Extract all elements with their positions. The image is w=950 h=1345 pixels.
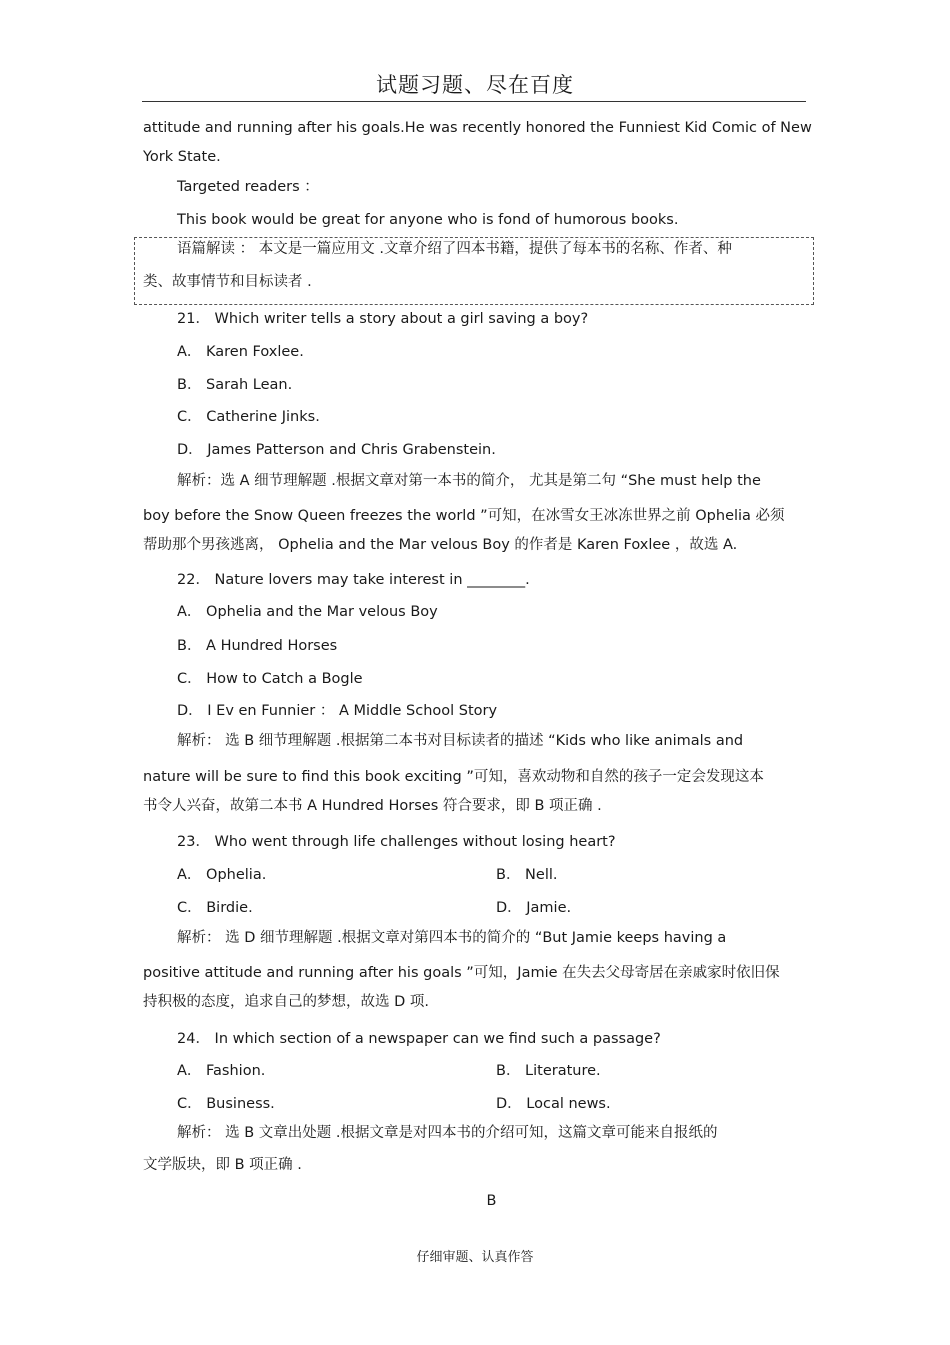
explanation-line: 解析： 选 D 细节理解题 .根据文章对第四本书的简介的 “But Jamie keeps having a [177,930,727,946]
page-header-title: 试题习题、尽在百度 [376,73,574,97]
explanation-line: 解析：选 A 细节理解题 .根据文章对第一本书的简介， 尤其是第二句 “She must help the [177,473,761,489]
section-marker: B [486,1193,497,1209]
explanation-line: 文学版块，即 B 项正确 . [143,1157,302,1173]
intro-line: attitude and running after his goals.He was recently honored the Funniest Kid Comic of New [143,120,812,136]
option: B． A Hundred Horses [177,638,338,654]
option: A． Ophelia and the Mar velous Boy [177,604,438,620]
option: A． Fashion. [177,1063,266,1079]
option: C． How to Catch a Bogle [177,671,363,687]
page-footer: 仔细审题、认真作答 [416,1250,534,1265]
option: B． Nell. [496,867,558,883]
explanation-line: 持积极的态度，追求自己的梦想，故选 D 项. [143,994,429,1010]
option: D． I Ev en Funnier ： A Middle School Story [177,703,498,719]
option: B． Literature. [496,1063,601,1079]
question-stem: 22． Nature lovers may take interest in ________. [177,572,530,588]
analysis-line: 类、故事情节和目标读者 . [143,274,312,290]
option: A． Ophelia. [177,867,267,883]
explanation-line: 帮助那个男孩逃离， Ophelia and the Mar velous Boy 的作者是 Karen Foxlee ，故选 A. [143,537,738,553]
option: C． Business. [177,1096,275,1112]
explanation-line: nature will be sure to find this book exciting ”可知，喜欢动物和自然的孩子一定会发现这本 [143,769,764,785]
option: C． Catherine Jinks. [177,409,320,425]
intro-line: York State. [143,149,221,165]
question-stem: 21． Which writer tells a story about a girl saving a boy? [177,311,589,327]
header-rule [142,101,806,102]
option: C． Birdie. [177,900,253,916]
analysis-line: 语篇解读 ： 本文是一篇应用文 .文章介绍了四本书籍，提供了每本书的名称、作者、种 [177,241,732,257]
question-stem: 24． In which section of a newspaper can we find such a passage? [177,1031,661,1047]
explanation-line: 解析： 选 B 细节理解题 .根据第二本书对目标读者的描述 “Kids who like animals and [177,733,744,749]
option: D． Jamie. [496,900,572,916]
explanation-line: 解析： 选 B 文章出处题 .根据文章是对四本书的介绍可知，这篇文章可能来自报纸的 [177,1125,718,1141]
option: D． James Patterson and Chris Grabenstein. [177,442,496,458]
option: B． Sarah Lean. [177,377,293,393]
targeted-readers-label: Targeted readers ： [177,179,319,195]
targeted-readers-text: This book would be great for anyone who is fond of humorous books. [177,212,679,228]
option: D． Local news. [496,1096,611,1112]
question-stem: 23． Who went through life challenges without losing heart? [177,834,616,850]
explanation-line: positive attitude and running after his goals ”可知，Jamie 在失去父母寄居在亲戚家时依旧保 [143,965,780,981]
explanation-line: 书令人兴奋，故第二本书 A Hundred Horses 符合要求，即 B 项正确 . [143,798,602,814]
explanation-line: boy before the Snow Queen freezes the world ”可知，在冰雪女王冰冻世界之前 Ophelia 必须 [143,508,785,524]
option: A． Karen Foxlee. [177,344,304,360]
